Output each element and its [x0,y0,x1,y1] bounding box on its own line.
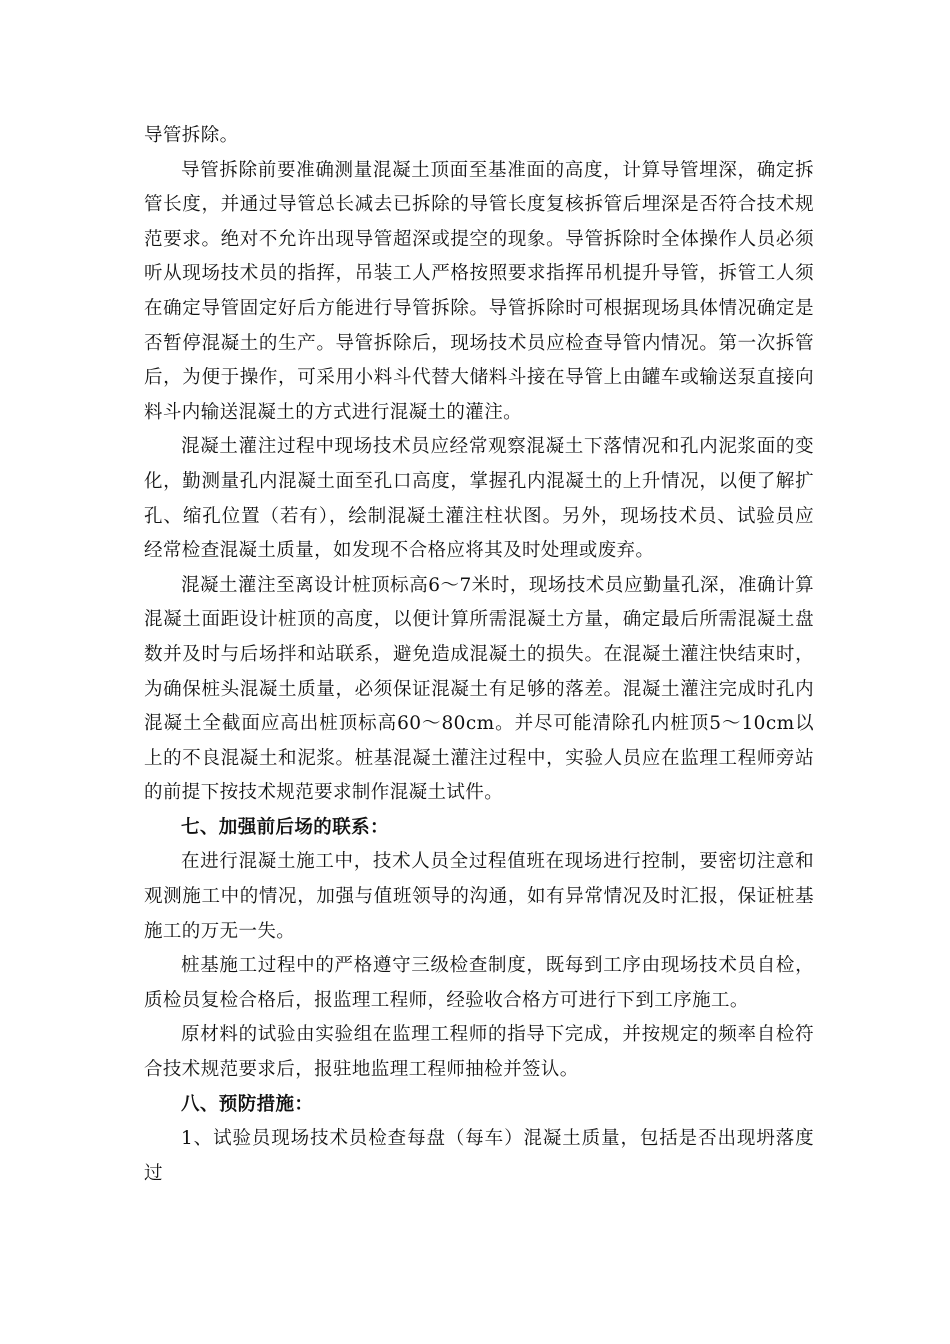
paragraph-prevention-1: 1、试验员现场技术员检查每盘（每车）混凝土质量，包括是否出现坍落度过 [144,1128,814,1184]
section-heading-7: 七、加强前后场的联系： [181,816,389,838]
paragraph-material-testing: 原材料的试验由实验组在监理工程师的指导下完成，并按规定的频率自检符合技术规范要求后，报驻地监理工程师抽检并签认。 [144,1024,814,1081]
paragraph-onsite-control: 在进行混凝土施工中，技术人员全过程值班在现场进行控制，要密切注意和观测施工中的情况，加强与值班领导的沟通，如有异常情况及时汇报，保证桩基施工的万无一失。 [144,851,814,942]
paragraph-continuation: 导管拆除。 [144,125,239,146]
section-heading-8: 八、预防措施： [181,1093,314,1115]
paragraph-conduit-removal: 导管拆除前要准确测量混凝土顶面至基准面的高度，计算导管埋深，确定拆管长度，并通过导管总长减去已拆除的导管长度复核拆管后埋深是否符合技术规范要求。绝对不允许出现导管超深或提空的现象。导管拆除时全体操作人员必须听从现场技术员的指挥，吊装工人严格按照要求指挥吊机提升导管，拆管工人须在确定导管固定好后方能进行导管拆除。导管拆除时可根据现场具体情况确定是否暂停混凝土的生产。导管拆除后，现场技术员应检查导管内情况。第一次拆管后，为便于操作，可采用小料斗代替大储料斗接在导管上由罐车或输送泵直接向料斗内输送混凝土的方式进行混凝土的灌注。 [144,159,814,423]
paragraph-pouring-observation: 混凝土灌注过程中现场技术员应经常观察混凝土下落情况和孔内泥浆面的变化，勤测量孔内混凝土面至孔口高度，掌握孔内混凝土的上升情况，以便了解扩孔、缩孔位置（若有），绘制混凝土灌注柱状图。另外，现场技术员、试验员应经常检查混凝土质量，如发现不合格应将其及时处理或废弃。 [144,436,814,562]
paragraph-inspection-system: 桩基施工过程中的严格遵守三级检查制度，既每到工序由现场技术员自检，质检员复检合格后，报监理工程师，经验收合格方可进行下到工序施工。 [144,955,814,1011]
document-body [144,119,814,1191]
paragraph-pouring-completion: 混凝土灌注至离设计桩顶标高6～7米时，现场技术员应勤量孔深，准确计算混凝土面距设计桩顶的高度，以便计算所需混凝土方量，确定最后所需混凝土盘数并及时与后场拌和站联系，避免造成混凝土的损失。在混凝土灌注快结束时，为确保桩头混凝土质量，必须保证混凝土有足够的落差。混凝土灌注完成时孔内混凝土全截面应高出桩顶标高60～80cm。并尽可能清除孔内桩顶5～10cm以上的不良混凝土和泥浆。桩基混凝土灌注过程中，实验人员应在监理工程师旁站的前提下按技术规范要求制作混凝土试件。 [144,574,814,804]
